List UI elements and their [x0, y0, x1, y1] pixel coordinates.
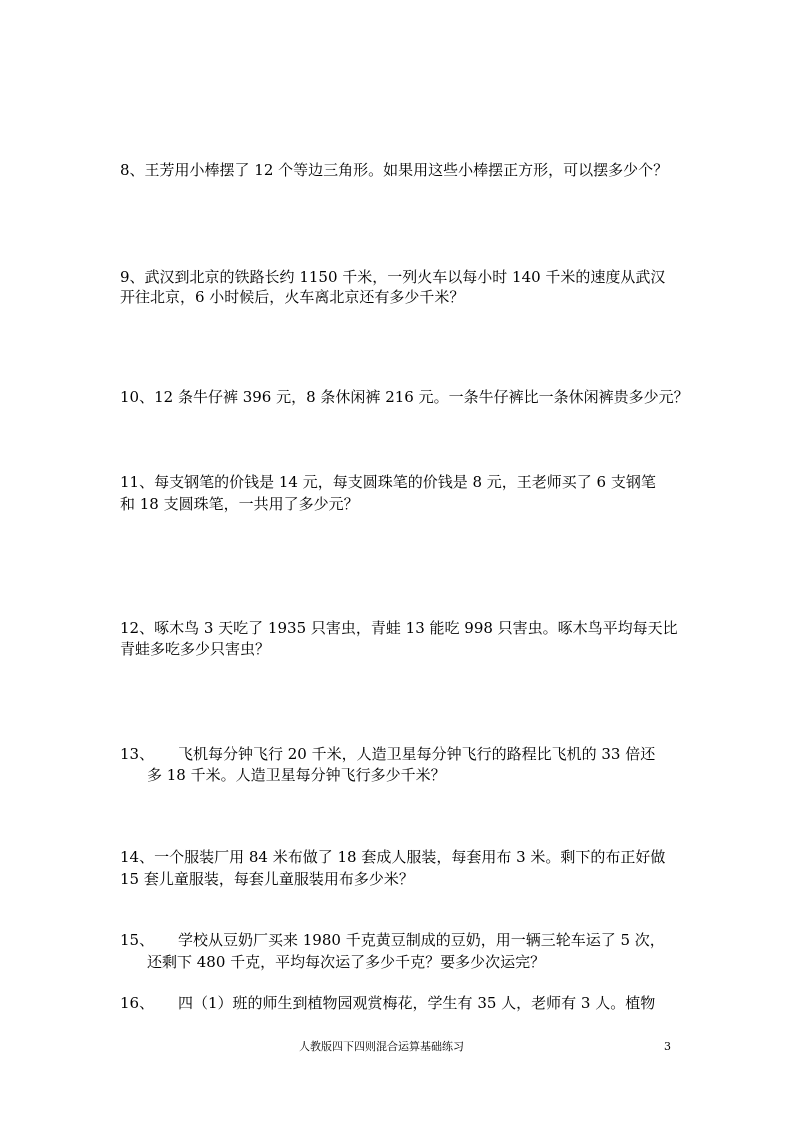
question-16-line-1: 四（1）班的师生到植物园观赏梅花，学生有 35 人，老师有 3 人。植物	[178, 994, 656, 1012]
question-8-line-1: 8、王芳用小棒摆了 12 个等边三角形。如果用这些小棒摆正方形，可以摆多少个？	[120, 161, 669, 179]
question-9-line-1: 9、武汉到北京的铁路长约 1150 千米，一列火车以每小时 140 千米的速度从武汉	[120, 268, 666, 286]
question-16-number: 16、	[120, 994, 155, 1012]
question-14-line-2: 15 套儿童服装，每套儿童服装用布多少米？	[120, 870, 414, 888]
question-11-line-2: 和 18 支圆珠笔，一共用了多少元？	[120, 495, 359, 513]
question-10-line-1: 10、12 条牛仔裤 396 元，8 条休闲裤 216 元。一条牛仔裤比一条休闲裤贵多少元？	[120, 388, 689, 406]
question-9-line-2: 开往北京，6 小时候后，火车离北京还有多少千米？	[120, 288, 465, 306]
question-13-number: 13、	[120, 745, 155, 763]
question-15-line-2: 还剩下 480 千克，平均每次运了多少千克？要多少次运完？	[147, 953, 546, 971]
question-12-line-1: 12、啄木鸟 3 天吃了 1935 只害虫，青蛙 13 能吃 998 只害虫。啄木鸟平均每天比	[120, 619, 678, 637]
question-11-line-1: 11、每支钢笔的价钱是 14 元，每支圆珠笔的价钱是 8 元，王老师买了 6 支钢笔	[120, 473, 656, 491]
question-12-line-2: 青蛙多吃多少只害虫？	[120, 640, 271, 658]
page-number: 3	[664, 1040, 671, 1053]
question-14-line-1: 14、一个服装厂用 84 米布做了 18 套成人服装，每套用布 3 米。剩下的布正好做	[120, 848, 666, 866]
question-13-line-1: 飞机每分钟飞行 20 千米，人造卫星每分钟飞行的路程比飞机的 33 倍还	[178, 745, 656, 763]
footer-title: 人教版四下四则混合运算基础练习	[299, 1040, 464, 1053]
question-13-line-2: 多 18 千米。人造卫星每分钟飞行多少千米？	[147, 766, 446, 784]
question-15-line-1: 学校从豆奶厂买来 1980 千克黄豆制成的豆奶，用一辆三轮车运了 5 次，	[178, 931, 665, 949]
question-15-number: 15、	[120, 931, 155, 949]
